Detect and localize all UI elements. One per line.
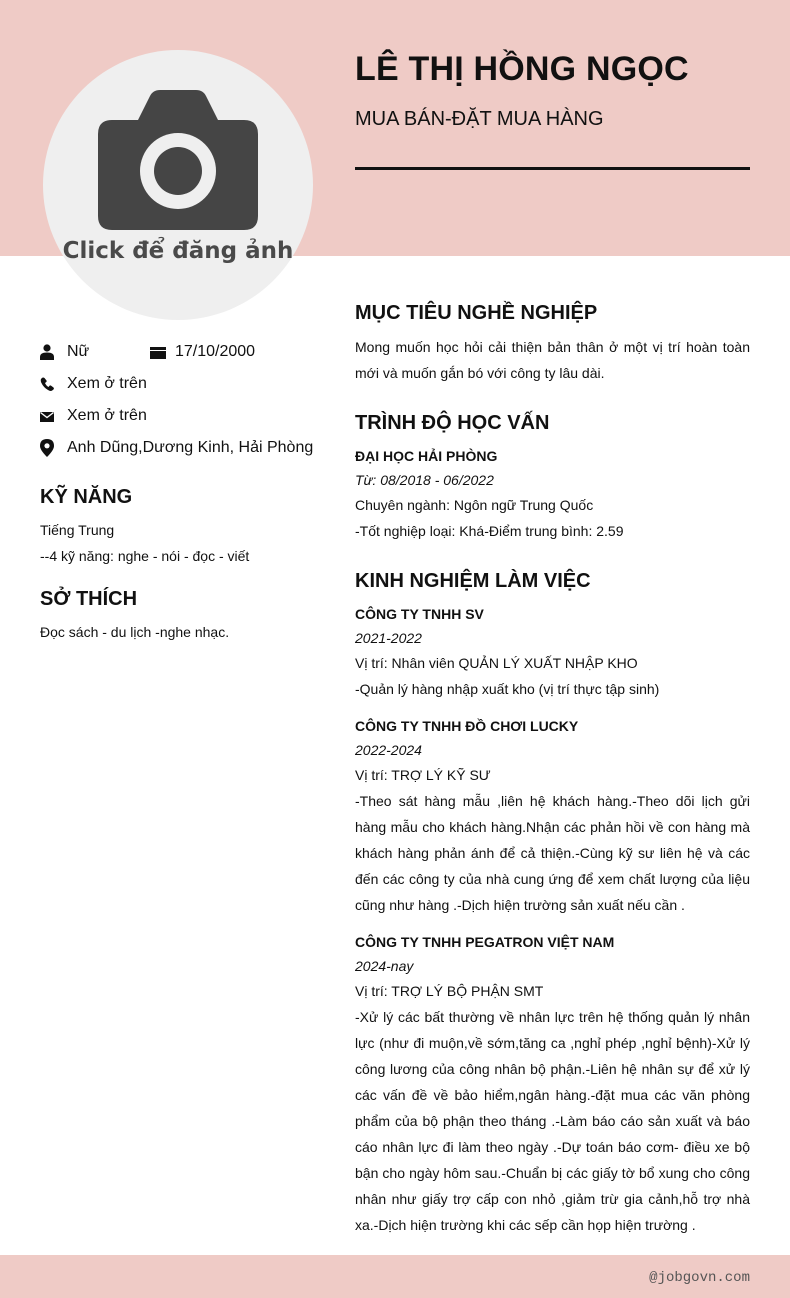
address-row xyxy=(40,436,320,468)
hobbies-title: SỞ THÍCH xyxy=(40,588,138,610)
job-period: 2022-2024 xyxy=(355,742,422,758)
avatar-upload[interactable] xyxy=(43,50,313,320)
objective-text: Mong muốn học hỏi cải thiện bản thân ở một vị trí hoàn toàn mới và muốn gắn bó với công ty lâu dài. xyxy=(355,339,750,381)
gender-birthday-row xyxy=(40,340,320,372)
right-column xyxy=(355,298,750,1238)
job-period: 2021-2022 xyxy=(355,630,422,646)
address-value: Anh Dũng,Dương Kinh, Hải Phòng xyxy=(67,439,314,456)
calendar-icon xyxy=(150,344,166,360)
education-period: Từ: 08/2018 - 06/2022 xyxy=(355,472,494,488)
location-pin-icon xyxy=(40,439,54,457)
title-divider xyxy=(355,167,750,170)
skills-title: KỸ NĂNG xyxy=(40,486,133,508)
job-company: CÔNG TY TNHH PEGATRON VIỆT NAM xyxy=(355,934,615,950)
job-role: Vị trí: TRỢ LÝ BỘ PHẬN SMT xyxy=(355,983,544,999)
email-row xyxy=(40,404,320,436)
avatar-caption: Click để đăng ảnh xyxy=(62,238,294,264)
phone-value: Xem ở trên xyxy=(67,375,147,392)
hobbies-text: Đọc sách - du lịch -nghe nhạc. xyxy=(40,624,230,640)
candidate-name: LÊ THỊ HỒNG NGỌC xyxy=(355,50,689,88)
job-role: Vị trí: TRỢ LÝ KỸ SƯ xyxy=(355,767,491,783)
envelope-icon xyxy=(40,408,54,424)
education-title: TRÌNH ĐỘ HỌC VẤN xyxy=(355,412,550,434)
education-grade: -Tốt nghiệp loại: Khá-Điểm trung bình: 2.59 xyxy=(355,523,624,539)
birthday-value: 17/10/2000 xyxy=(175,343,256,360)
job-description: -Quản lý hàng nhập xuất kho (vị trí thực tập sinh) xyxy=(355,681,660,697)
job-description: -Theo sát hàng mẫu ,liên hệ khách hàng.-Theo dõi lịch gửi hàng mẫu cho khách hàng.Nhận các phản hồi về con hàng mà khách hàng phản ánh để cả thiện.-Cùng kỹ sư liên hệ và các đến các công ty của nhà cung ứng để xem chất lượng của liệu cũng như hàng .-Dịch hiện trường sản xuất nếu cần . xyxy=(355,793,750,913)
left-column xyxy=(40,340,320,640)
desired-position: MUA BÁN-ĐẶT MUA HÀNG xyxy=(355,108,604,130)
job-period: 2024-nay xyxy=(355,958,414,974)
phone-icon xyxy=(40,376,54,392)
skill-item: Tiếng Trung xyxy=(40,522,115,538)
user-icon xyxy=(40,344,54,360)
school-name: ĐẠI HỌC HẢI PHÒNG xyxy=(355,448,498,464)
job-entry xyxy=(355,602,750,702)
job-company: CÔNG TY TNHH SV xyxy=(355,606,484,622)
email-value: Xem ở trên xyxy=(67,407,147,424)
objective-title: MỤC TIÊU NGHỀ NGHIỆP xyxy=(355,302,598,324)
job-description: -Xử lý các bất thường về nhân lực trên hệ thống quản lý nhân lực (như đi muộn,về sớm,tăng ca ,nghỉ phép ,nghỉ bệnh)-Xử lý công lương của công nhân bộ phận.-Liên hệ nhân sự để xử lý các vấn đề về bảo hiểm,ngân hàng.-đặt mua các văn phòng phẩm của bộ phận theo tháng .-Làm báo cáo sản xuất và báo cáo nhân lực đi làm theo ngày .-Dự toán báo cơm- điều xe bộ bận cho ngày hôm sau.-Chuẩn bị các giấy tờ bổ xung cho công nhân như giấy trợ cấp con nhỏ ,giảm trừ gia cảnh,hỗ trợ nhà xa.-Dịch hiện trường khi các sếp cần họp hiện trường . xyxy=(355,1009,750,1233)
footer-brand: @jobgovn.com xyxy=(649,1270,750,1286)
job-role: Vị trí: Nhân viên QUẢN LÝ XUẤT NHẬP KHO xyxy=(355,655,638,671)
experience-title: KINH NGHIỆM LÀM VIỆC xyxy=(355,570,591,592)
skill-item: --4 kỹ năng: nghe - nói - đọc - viết xyxy=(40,548,250,564)
education-major: Chuyên ngành: Ngôn ngữ Trung Quốc xyxy=(355,497,594,513)
job-entry xyxy=(355,930,750,1238)
phone-row xyxy=(40,372,320,404)
camera-icon xyxy=(98,90,258,230)
job-entry xyxy=(355,714,750,918)
gender-value: Nữ xyxy=(67,343,90,360)
job-company: CÔNG TY TNHH ĐỒ CHƠI LUCKY xyxy=(355,718,579,734)
